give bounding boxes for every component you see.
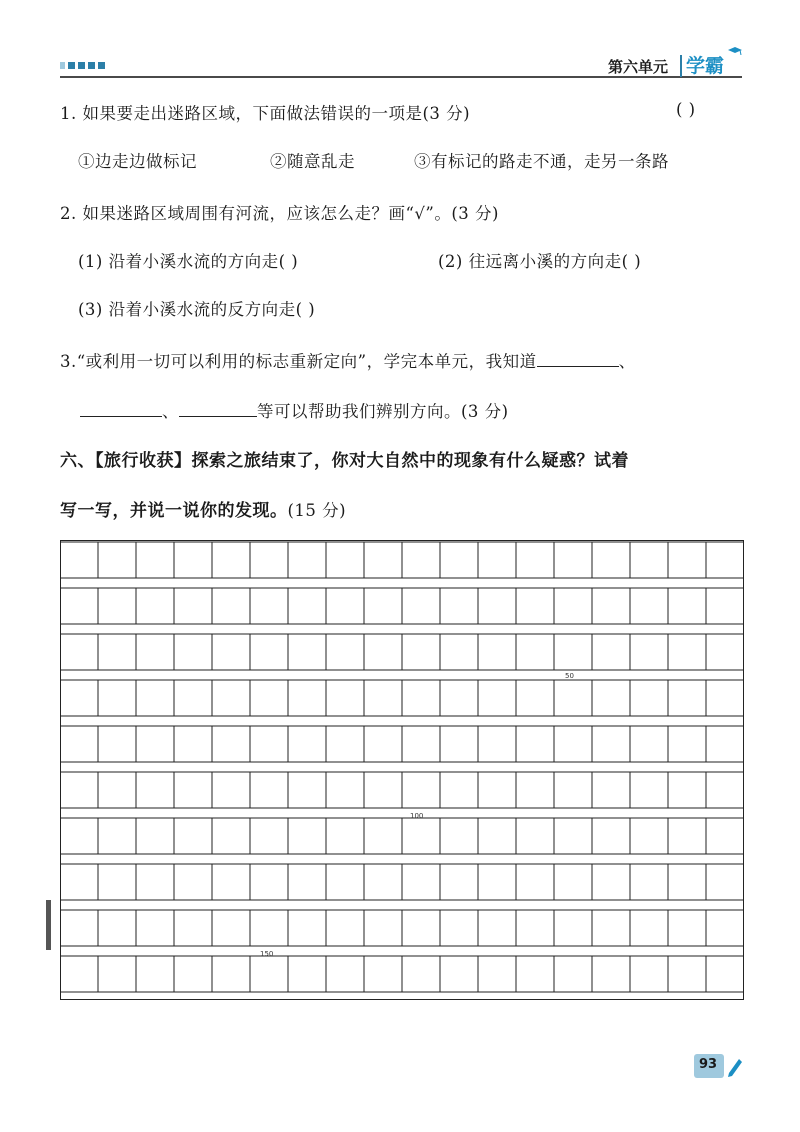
page-number: 93: [699, 1057, 718, 1072]
question-2-option-1[interactable]: (1) 沿着小溪水流的方向走( ): [78, 252, 299, 271]
grid-row: [60, 726, 744, 762]
answer-blank-3[interactable]: [179, 402, 257, 417]
graduation-cap-icon: [728, 47, 742, 55]
grid-row: [60, 680, 744, 716]
question-2: 2. 如果迷路区域周围有河流，应该怎么走？画“√”。(3 分): [60, 204, 499, 223]
section-6-prompt-line-2: [60, 496, 346, 521]
scan-edge-mark: [46, 900, 51, 950]
header-separator: [680, 55, 682, 77]
header-decoration: [60, 62, 105, 69]
answer-blank-1[interactable]: [537, 352, 619, 367]
grid-marker-150: 150: [260, 950, 274, 958]
question-3: [60, 348, 636, 372]
writing-grid[interactable]: [60, 540, 744, 1000]
grid-row: [60, 588, 744, 624]
question-1-option-3: ③有标记的路走不通，走另一条路: [414, 152, 669, 171]
question-1-answer-paren[interactable]: ( ): [676, 100, 696, 119]
question-2-option-3[interactable]: (3) 沿着小溪水流的反方向走( ): [78, 300, 316, 319]
blank-separator-1: 、: [618, 352, 636, 371]
question-1-option-1: ①边走边做标记: [78, 152, 197, 171]
grid-row: [60, 818, 744, 854]
question-2-option-2[interactable]: (2) 往远离小溪的方向走( ): [438, 252, 642, 271]
grid-row: [60, 864, 744, 900]
section-6-prompt-text: 写一写，并说一说你的发现。: [60, 501, 288, 521]
section-6-prompt-line-1: 六、【旅行收获】探索之旅结束了，你对大自然中的现象有什么疑惑？试着: [60, 451, 629, 471]
grid-row: [60, 542, 744, 578]
question-1: 1. 如果要走出迷路区域，下面做法错误的一项是(3 分): [60, 104, 471, 123]
question-3-line-2: [80, 398, 509, 422]
grid-row: [60, 910, 744, 946]
section-6-score: (15 分): [287, 501, 347, 520]
question-3-tail: 等可以帮助我们辨别方向。(3 分): [257, 402, 509, 421]
question-1-option-2: ②随意乱走: [270, 152, 355, 171]
grid-row: [60, 634, 744, 670]
grid-marker-50: 50: [565, 672, 574, 680]
blank-separator-2: 、: [162, 402, 179, 421]
grid-row: [60, 956, 744, 992]
question-3-text: 3.“或利用一切可以利用的标志重新定向”，学完本单元，我知道: [60, 352, 537, 371]
unit-title: 第六单元: [608, 58, 669, 76]
brand-logo-text: 学霸: [686, 55, 725, 77]
grid-marker-100: 100: [410, 812, 424, 820]
answer-blank-2[interactable]: [80, 402, 162, 417]
grid-row: [60, 772, 744, 808]
